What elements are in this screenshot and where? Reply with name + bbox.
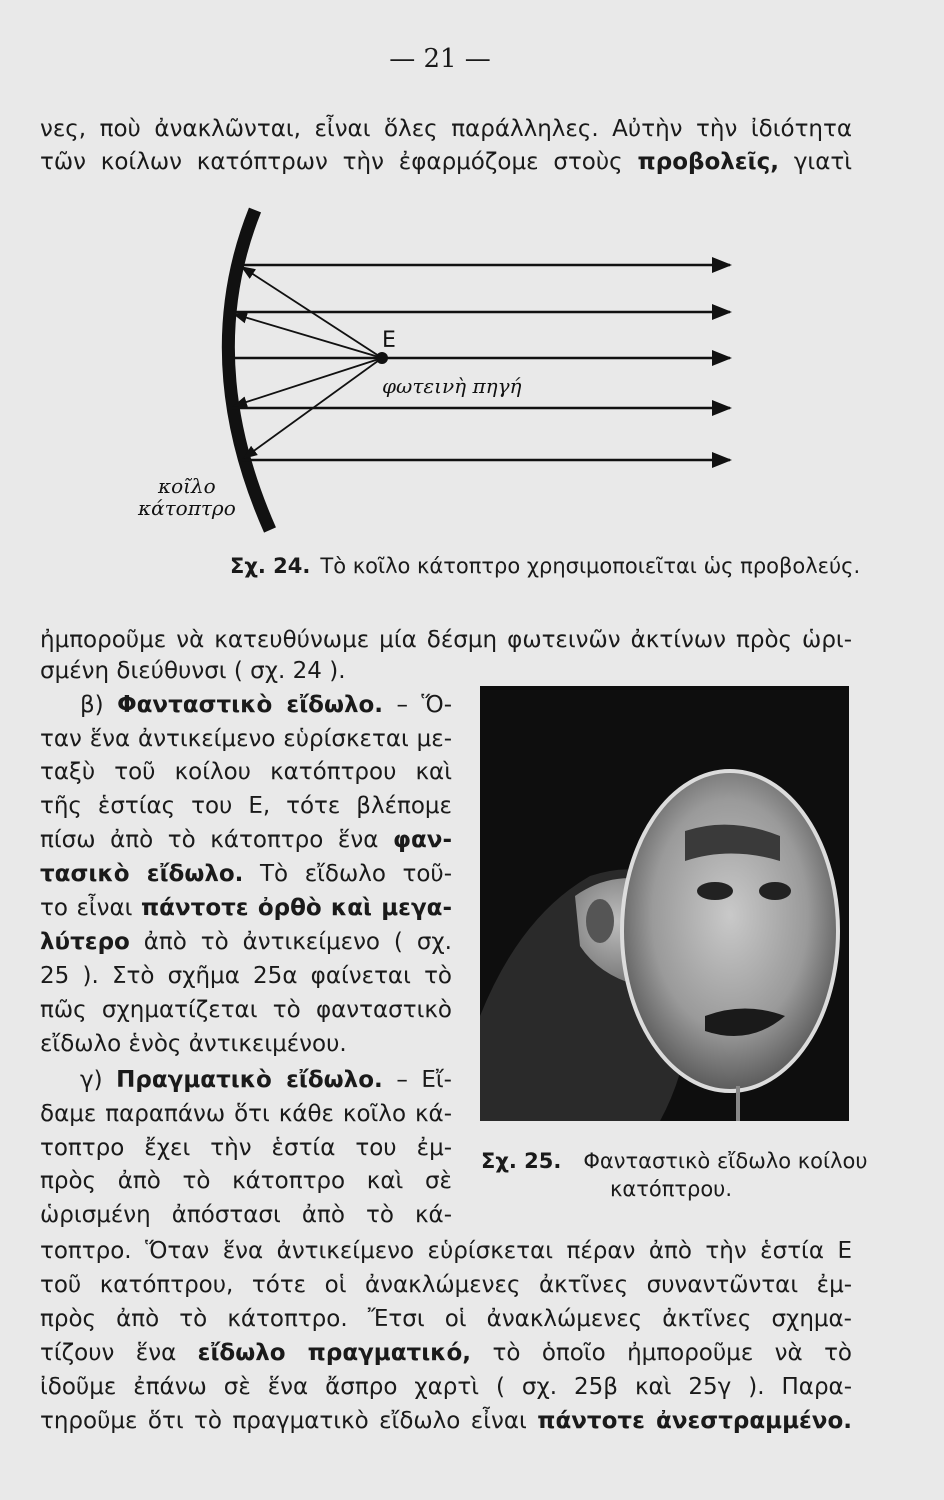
text-line: λύτερο ἀπὸ τὸ ἀντικείμενο ( σχ. bbox=[40, 929, 452, 955]
text-line: τηροῦμε ὅτι τὸ πραγματικὸ εἴδωλο εἶναι πάντοτε ἀνεστραμμένο. bbox=[40, 1408, 853, 1434]
text-line: ὡρισμένη ἀπόστασι ἀπὸ τὸ κά- bbox=[40, 1202, 452, 1228]
text-line: πίσω ἀπὸ τὸ κάτοπτρο ἕνα φαν- bbox=[40, 827, 453, 853]
section-heading: γ) Πραγματικὸ εἴδωλο. – Εἴ- bbox=[80, 1067, 452, 1093]
text-line: τίζουν ἕνα εἴδωλο πραγματικό, τὸ ὁποῖο ἠμποροῦμε νὰ τὸ bbox=[40, 1340, 853, 1366]
light-source-point bbox=[376, 352, 388, 364]
text-line: τοῦ κατόπτρου, τότε οἱ ἀνακλώμενες ἀκτῖνες συναντῶνται ἐμ- bbox=[40, 1272, 852, 1298]
figure-caption: Σχ. 25. Φανταστικὸ εἴδωλο κοίλου bbox=[481, 1149, 868, 1173]
text-line: τοπτρο ἔχει τὴν ἑστία του ἐμ- bbox=[40, 1135, 452, 1161]
incident-ray bbox=[234, 314, 382, 358]
text-line: τῶν κοίλων κατόπτρων τὴν ἐφαρμόζομε στοὺς προβολεῖς, γιατὶ bbox=[40, 149, 852, 175]
text-line: ταξὺ τοῦ κοίλου κατόπτρου καὶ bbox=[40, 759, 452, 785]
bold-term: προβολεῖς, bbox=[637, 149, 779, 175]
text-line: νες, ποὺ ἀνακλῶνται, εἶναι ὅλες παράλληλες. Αὐτὴν τὴν ἰδιότητα bbox=[40, 116, 852, 142]
text-line: ἰδοῦμε ἐπάνω σὲ ἕνα ἄσπρο χαρτὶ ( σχ. 25β καὶ 25γ ). Παρα- bbox=[40, 1374, 852, 1400]
mirror-label: κάτοπτρο bbox=[138, 496, 236, 520]
incident-ray bbox=[234, 358, 382, 406]
text-line: 25 ). Στὸ σχῆμα 25α φαίνεται τὸ bbox=[40, 963, 452, 989]
text-line: δαμε παραπάνω ὅτι κάθε κοῖλο κά- bbox=[40, 1101, 452, 1127]
light-source-label: φωτεινὴ πηγή bbox=[382, 374, 522, 398]
reflected-eye bbox=[759, 882, 791, 900]
text-line: εἴδωλο ἑνὸς ἀντικειμένου. bbox=[40, 1031, 347, 1057]
text-line: πῶς σχηματίζεται τὸ φανταστικὸ bbox=[40, 997, 452, 1023]
reflected-eye bbox=[697, 882, 733, 900]
figure-caption: κατόπτρου. bbox=[610, 1177, 733, 1201]
text-line: ταν ἕνα ἀντικείμενο εὑρίσκεται με- bbox=[40, 726, 452, 752]
mirror-stand bbox=[736, 1086, 740, 1121]
mirror-disc bbox=[622, 771, 838, 1091]
mirror-surface bbox=[228, 210, 270, 530]
mirror-label: κοῖλο bbox=[158, 474, 216, 498]
text-line: τοπτρο. Ὅταν ἕνα ἀντικείμενο εὑρίσκεται πέραν ἀπὸ τὴν ἑστία Ε bbox=[40, 1238, 852, 1264]
text-line: πρὸς ἀπὸ τὸ κάτοπτρο καὶ σὲ bbox=[40, 1168, 452, 1194]
text-line: ἠμποροῦμε νὰ κατευθύνωμε μία δέσμη φωτεινῶν ἀκτίνων πρὸς ὡρι- bbox=[40, 627, 852, 653]
concave-mirror-photo bbox=[480, 686, 849, 1121]
text-line: το εἶναι πάντοτε ὀρθὸ καὶ μεγα- bbox=[40, 895, 452, 921]
page-number: — 21 — bbox=[389, 44, 491, 74]
figure-caption: Σχ. 24. Τὸ κοῖλο κάτοπτρο χρησιμοποιεῖται ὡς προβολεύς. bbox=[230, 554, 861, 578]
ear bbox=[586, 899, 614, 943]
text-line: τῆς ἑστίας του Ε, τότε βλέπομε bbox=[40, 793, 452, 819]
text-line: σμένη διεύθυνσι ( σχ. 24 ). bbox=[40, 658, 346, 684]
concave-mirror-diagram bbox=[138, 195, 770, 545]
text-line: τασικὸ εἴδωλο. Τὸ εἴδωλο τοῦ- bbox=[40, 861, 453, 887]
section-heading: β) Φανταστικὸ εἴδωλο. – Ὅ- bbox=[80, 692, 452, 718]
focus-label: Ε bbox=[382, 328, 396, 353]
text-line: πρὸς ἀπὸ τὸ κάτοπτρο. Ἔτσι οἱ ἀνακλώμενες ἀκτῖνες σχημα- bbox=[40, 1306, 852, 1332]
